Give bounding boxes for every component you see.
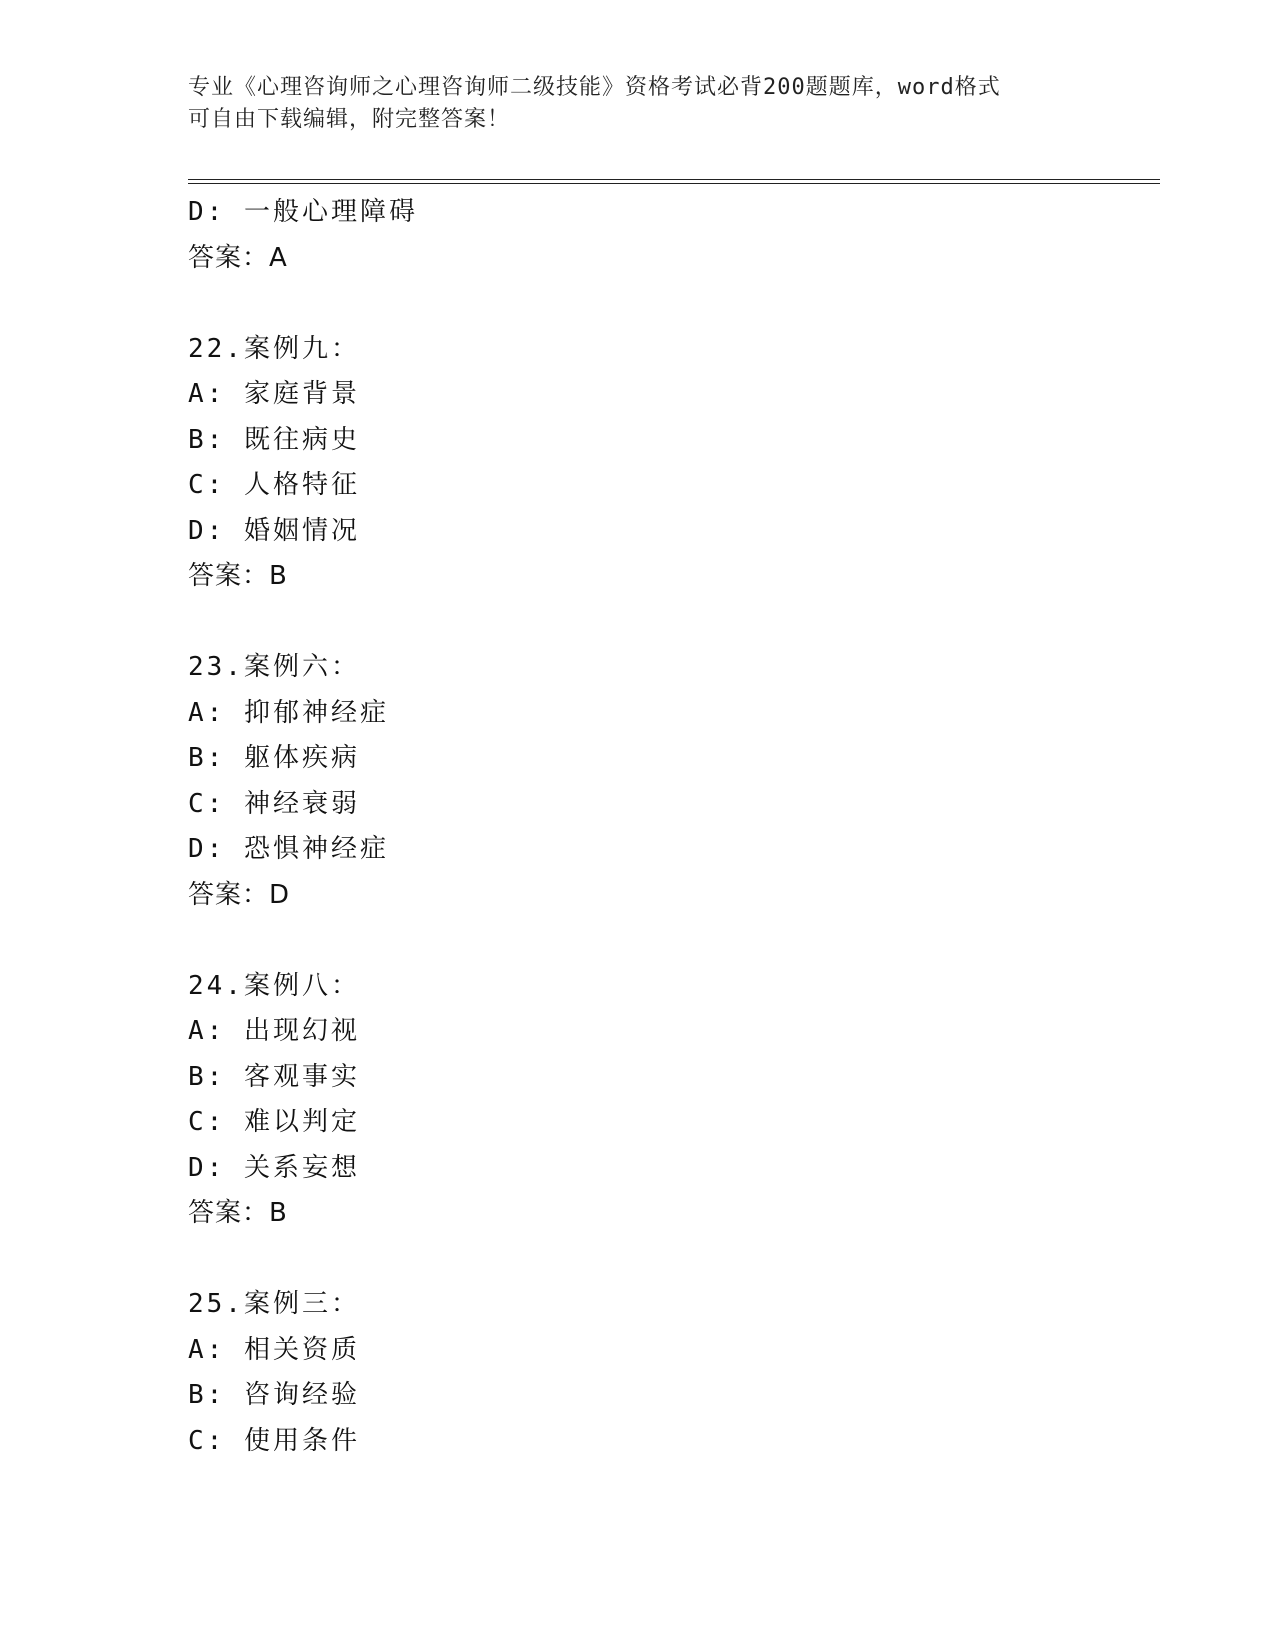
header-divider-bottom — [188, 183, 1160, 184]
option-d: D: 一般心理障碍 — [188, 197, 418, 227]
option-c: C: 难以判定 — [188, 1107, 360, 1137]
spacer — [188, 1237, 1148, 1283]
answer-line: 答案：B — [188, 561, 288, 591]
question-title-25: 25.案例三： — [188, 1289, 360, 1319]
spacer — [188, 918, 1148, 964]
option-a: A: 相关资质 — [188, 1334, 360, 1365]
option-c: C: 使用条件 — [188, 1425, 360, 1456]
option-b: B: 客观事实 — [188, 1061, 360, 1092]
option-a: A: 家庭背景 — [188, 379, 360, 409]
option-c: C: 人格特征 — [188, 470, 360, 500]
question-list — [188, 190, 1148, 1464]
header-divider-top — [188, 179, 1160, 180]
question-title-23: 23.案例六： — [188, 652, 360, 682]
header-line-2: 可自由下载编辑，附完整答案！ — [188, 107, 511, 132]
option-b: B: 躯体疾病 — [188, 743, 360, 773]
option-a: A: 抑郁神经症 — [188, 697, 389, 728]
question-title-24: 24.案例八： — [188, 970, 360, 1001]
option-d: D: 婚姻情况 — [188, 515, 360, 546]
document-header — [188, 72, 1088, 136]
option-d: D: 关系妄想 — [188, 1152, 360, 1183]
spacer — [188, 600, 1148, 646]
option-c: C: 神经衰弱 — [188, 788, 360, 819]
question-title-22: 22.案例九： — [188, 333, 360, 364]
header-line-1: 专业《心理咨询师之心理咨询师二级技能》资格考试必背200题题库，word格式 — [188, 75, 1001, 100]
answer-line: 答案：D — [188, 879, 291, 910]
spacer — [188, 281, 1148, 327]
option-b: B: 咨询经验 — [188, 1380, 360, 1410]
option-d: D: 恐惧神经症 — [188, 834, 389, 864]
option-b: B: 既往病史 — [188, 424, 360, 455]
option-a: A: 出现幻视 — [188, 1016, 360, 1046]
answer-line: 答案：A — [188, 242, 288, 273]
answer-line: 答案：B — [188, 1198, 288, 1228]
